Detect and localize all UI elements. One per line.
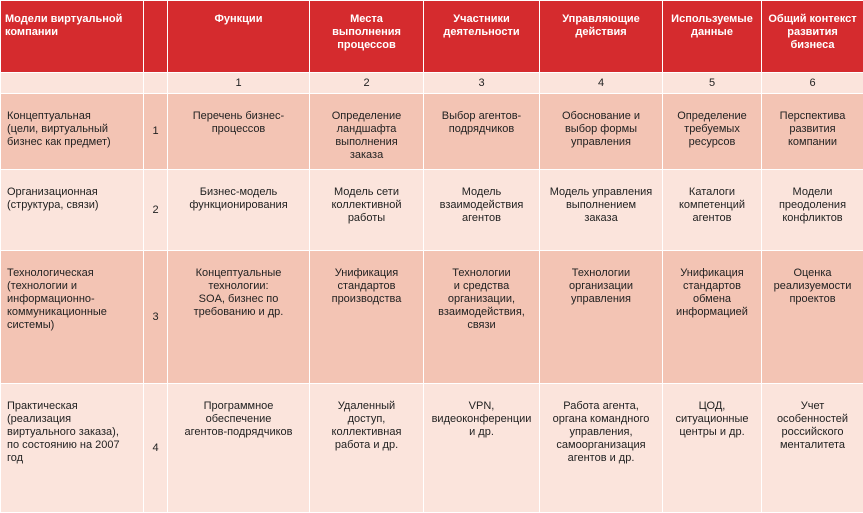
table-row xyxy=(1,251,863,384)
model-name: Концептуальная (цели, виртуальный бизнес как предмет) xyxy=(1,94,144,170)
column-number: 5 xyxy=(663,73,762,94)
table-cell: Модели преодоления конфликтов xyxy=(762,170,863,251)
table-row xyxy=(1,384,863,513)
table-cell: Бизнес-модель функционирования xyxy=(168,170,310,251)
model-name: Организационная (структура, связи) xyxy=(1,170,144,251)
table-cell: Модель управления выполнением заказа xyxy=(540,170,663,251)
table-cell: Технологии и средства организации, взаимодействия, связи xyxy=(424,251,540,384)
column-number-row xyxy=(1,73,863,94)
row-index: 4 xyxy=(144,384,168,513)
table-cell: Каталоги компетенций агентов xyxy=(663,170,762,251)
numrow-blank-model xyxy=(1,73,144,94)
column-number: 4 xyxy=(540,73,663,94)
header-data-used: Используемые данные xyxy=(663,1,762,73)
table-cell: Перспектива развития компании xyxy=(762,94,863,170)
table-cell: Унификация стандартов обмена информацией xyxy=(663,251,762,384)
table-cell: Оценка реализуемости проектов xyxy=(762,251,863,384)
header-row xyxy=(1,1,863,73)
column-number: 2 xyxy=(310,73,424,94)
header-index xyxy=(144,1,168,73)
header-control-actions: Управляющие действия xyxy=(540,1,663,73)
row-index: 2 xyxy=(144,170,168,251)
table-cell: Определение требуемых ресурсов xyxy=(663,94,762,170)
model-name: Практическая (реализация виртуального заказа), по состоянию на 2007 год xyxy=(1,384,144,513)
header-models: Модели виртуальной компании xyxy=(1,1,144,73)
table-cell: ЦОД, ситуационные центры и др. xyxy=(663,384,762,513)
table-cell: Удаленный доступ, коллективная работа и др. xyxy=(310,384,424,513)
table-cell: Технологии организации управления xyxy=(540,251,663,384)
header-functions: Функции xyxy=(168,1,310,73)
numrow-blank-index xyxy=(144,73,168,94)
header-participants: Участники деятельности xyxy=(424,1,540,73)
table-cell: VPN, видеоконференции и др. xyxy=(424,384,540,513)
table-cell: Программное обеспечение агентов-подрядчиков xyxy=(168,384,310,513)
table-cell: Обоснование и выбор формы управления xyxy=(540,94,663,170)
table-row xyxy=(1,170,863,251)
header-process-places: Места выполнения процессов xyxy=(310,1,424,73)
header-business-context: Общий контекст развития бизнеса xyxy=(762,1,863,73)
table-cell: Работа агента, органа командного управления, самоорганизация агентов и др. xyxy=(540,384,663,513)
column-number: 6 xyxy=(762,73,863,94)
row-index: 3 xyxy=(144,251,168,384)
row-index: 1 xyxy=(144,94,168,170)
table-cell: Модель сети коллективной работы xyxy=(310,170,424,251)
table-cell: Перечень бизнес- процессов xyxy=(168,94,310,170)
table-cell: Унификация стандартов производства xyxy=(310,251,424,384)
model-name: Технологическая (технологии и информационно- коммуникационные системы) xyxy=(1,251,144,384)
table-cell: Концептуальные технологии: SOA, бизнес по требованию и др. xyxy=(168,251,310,384)
table-cell: Выбор агентов- подрядчиков xyxy=(424,94,540,170)
column-number: 3 xyxy=(424,73,540,94)
table-cell: Определение ландшафта выполнения заказа xyxy=(310,94,424,170)
column-number: 1 xyxy=(168,73,310,94)
table-cell: Учет особенностей российского менталитета xyxy=(762,384,863,513)
table-cell: Модель взаимодействия агентов xyxy=(424,170,540,251)
table-row xyxy=(1,94,863,170)
